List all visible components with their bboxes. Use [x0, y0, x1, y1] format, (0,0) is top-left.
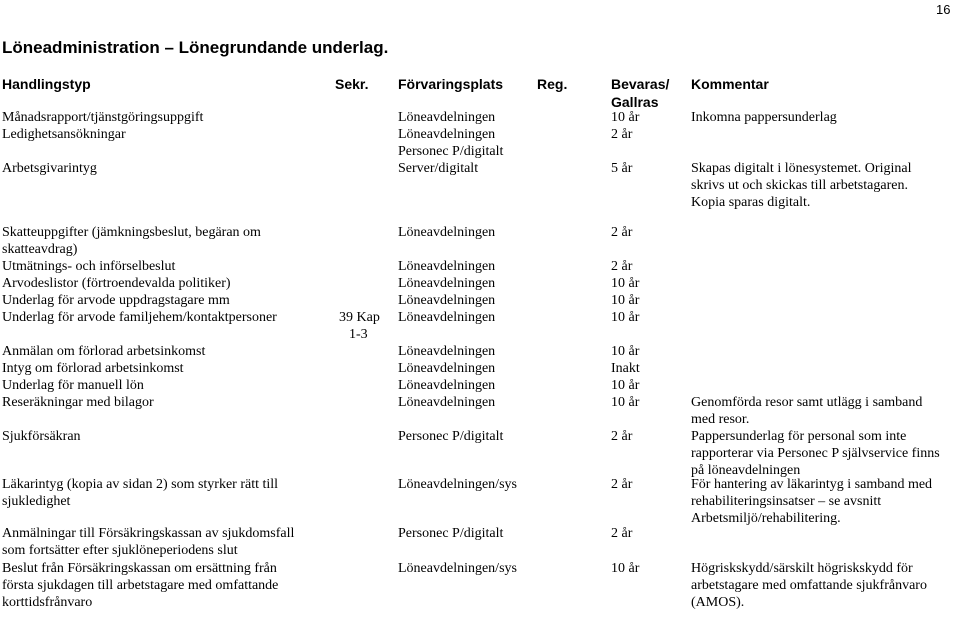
cell-keep: 2 år	[611, 225, 633, 240]
cell-storage: Löneavdelningen	[398, 259, 496, 274]
cell-keep: 10 år	[611, 561, 640, 576]
page-number: 16	[936, 2, 951, 17]
cell-type: Läkarintyg (kopia av sidan 2) som styrker rätt till	[2, 477, 279, 492]
cell-comment: med resor.	[691, 412, 750, 427]
header-storage: Förvaringsplats	[398, 76, 504, 92]
cell-comment: Högriskskydd/särskilt högriskskydd för	[691, 561, 913, 576]
cell-comment: Skapas digitalt i lönesystemet. Original	[691, 161, 912, 176]
cell-storage: Löneavdelningen	[398, 344, 496, 359]
cell-comment: rehabiliteringsinsatser – se avsnitt	[691, 494, 882, 509]
cell-type: Anmälningar till Försäkringskassan av sjukdomsfall	[2, 526, 295, 541]
cell-type: Arvodeslistor (förtroendevalda politiker)	[2, 276, 231, 291]
cell-keep: 2 år	[611, 526, 633, 541]
cell-storage: Personec P/digitalt	[398, 429, 504, 444]
cell-type: Ledighetsansökningar	[2, 127, 126, 142]
cell-comment: (AMOS).	[691, 595, 745, 610]
header-sekr: Sekr.	[335, 76, 369, 92]
cell-type: sjukledighet	[2, 494, 71, 509]
cell-comment: rapporterar via Personec P självservice finns	[691, 446, 940, 461]
cell-storage: Löneavdelningen	[398, 361, 496, 376]
cell-type: Utmätnings- och införselbeslut	[2, 259, 176, 274]
cell-comment: skrivs ut och skickas till arbetstagaren.	[691, 178, 908, 193]
cell-keep: 10 år	[611, 293, 640, 308]
cell-storage: Löneavdelningen	[398, 395, 496, 410]
cell-storage: Server/digitalt	[398, 161, 479, 176]
cell-comment: arbetstagare med omfattande sjukfrånvaro	[691, 578, 927, 593]
cell-storage: Löneavdelningen	[398, 310, 496, 325]
cell-comment: på löneavdelningen	[691, 463, 801, 478]
cell-type: Reseräkningar med bilagor	[2, 395, 154, 410]
cell-keep: 10 år	[611, 276, 640, 291]
cell-storage: Personec P/digitalt	[398, 526, 504, 541]
cell-storage: Personec P/digitalt	[398, 144, 504, 159]
cell-sekr: 39 Kap	[339, 310, 380, 325]
cell-storage: Löneavdelningen	[398, 293, 496, 308]
cell-comment: Genomförda resor samt utlägg i samband	[691, 395, 923, 410]
cell-type: Arbetsgivarintyg	[2, 161, 97, 176]
cell-storage: Löneavdelningen	[398, 127, 496, 142]
cell-storage: Löneavdelningen	[398, 225, 496, 240]
cell-sekr: 1-3	[349, 327, 368, 342]
cell-type: Underlag för manuell lön	[2, 378, 144, 393]
cell-type: Underlag för arvode familjehem/kontaktpersoner	[2, 310, 277, 325]
header-comment: Kommentar	[691, 76, 769, 92]
header-type: Handlingstyp	[2, 76, 91, 92]
cell-storage: Löneavdelningen/sys	[398, 477, 517, 492]
header-keep: Bevaras/	[611, 76, 670, 92]
cell-storage: Löneavdelningen	[398, 110, 496, 125]
cell-type: Underlag för arvode uppdragstagare mm	[2, 293, 230, 308]
cell-type: korttidsfrånvaro	[2, 595, 93, 610]
cell-comment: Pappersunderlag för personal som inte	[691, 429, 907, 444]
cell-keep: 10 år	[611, 395, 640, 410]
header-keep-2: Gallras	[611, 94, 659, 110]
cell-keep: 5 år	[611, 161, 633, 176]
cell-type: Intyg om förlorad arbetsinkomst	[2, 361, 184, 376]
cell-comment: Inkomna pappersunderlag	[691, 110, 837, 125]
cell-type: skatteavdrag)	[2, 242, 78, 257]
cell-keep: Inakt	[611, 361, 640, 376]
cell-storage: Löneavdelningen	[398, 378, 496, 393]
cell-comment: Kopia sparas digitalt.	[691, 195, 811, 210]
cell-type: Månadsrapport/tjänstgöringsuppgift	[2, 110, 204, 125]
cell-keep: 2 år	[611, 127, 633, 142]
header-reg: Reg.	[537, 76, 568, 92]
cell-type: Anmälan om förlorad arbetsinkomst	[2, 344, 206, 359]
cell-keep: 10 år	[611, 378, 640, 393]
page-title: Löneadministration – Lönegrundande underlag.	[2, 38, 389, 57]
cell-comment: Arbetsmiljö/rehabilitering.	[691, 511, 841, 526]
cell-type: Skatteuppgifter (jämkningsbeslut, begäran om	[2, 225, 261, 240]
cell-storage: Löneavdelningen/sys	[398, 561, 517, 576]
cell-storage: Löneavdelningen	[398, 276, 496, 291]
cell-keep: 2 år	[611, 429, 633, 444]
cell-type: Sjukförsäkran	[2, 429, 81, 444]
cell-keep: 10 år	[611, 110, 640, 125]
cell-comment: För hantering av läkarintyg i samband med	[691, 477, 933, 492]
cell-keep: 10 år	[611, 310, 640, 325]
cell-keep: 2 år	[611, 259, 633, 274]
cell-keep: 10 år	[611, 344, 640, 359]
cell-keep: 2 år	[611, 477, 633, 492]
cell-type: första sjukdagen till arbetstagare med omfattande	[2, 578, 279, 593]
cell-type: Beslut från Försäkringskassan om ersättning från	[2, 561, 277, 576]
cell-type: som fortsätter efter sjuklöneperiodens slut	[2, 543, 238, 558]
